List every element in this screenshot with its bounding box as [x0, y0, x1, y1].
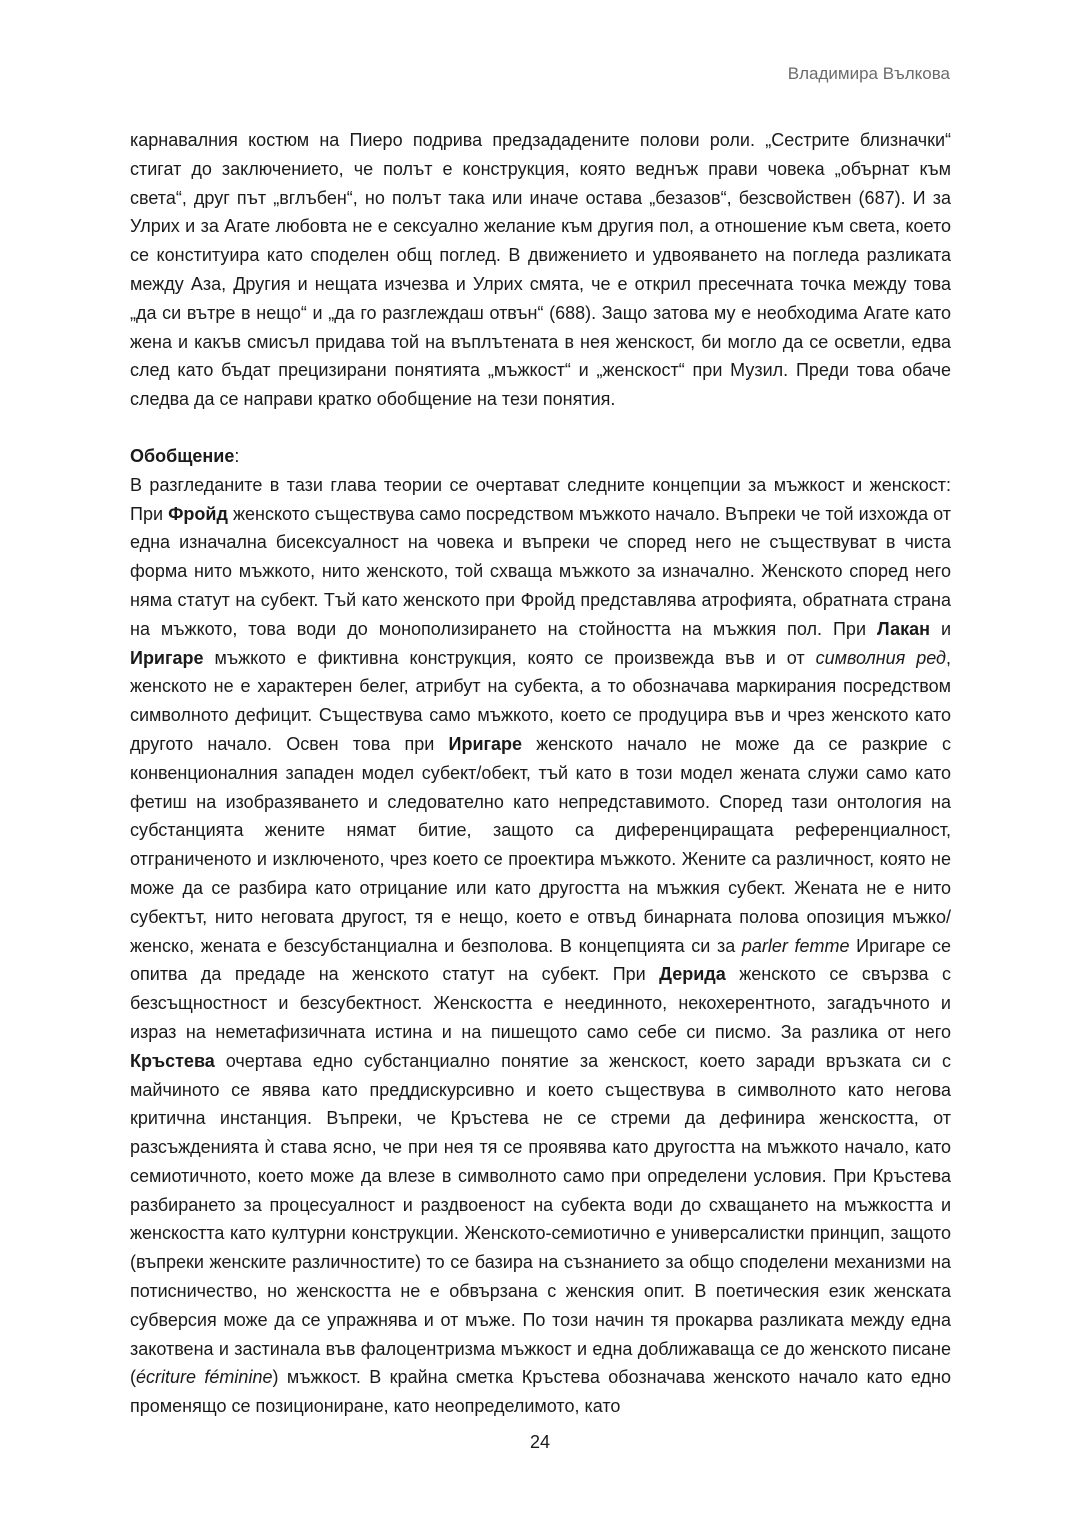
page-number: 24 — [529, 1432, 551, 1452]
bold-name-irigaray: Иригаре — [130, 647, 204, 668]
bold-name-kristeva: Кръстева — [130, 1050, 215, 1071]
text-run: и — [929, 618, 951, 639]
text-run: , женското не е характерен белег, атрибут на субекта, а то обозначава маркирания посредством символното дефицит. Съществува само мъжкото, което се продуцира във и чрез женското като другото начало. Освен това при — [130, 647, 951, 754]
italic-term-ecriture-feminine: écriture féminine — [136, 1367, 273, 1388]
page-body — [130, 126, 951, 1421]
bold-name-lacan: Лакан — [876, 618, 930, 639]
text-run: женското се свързва с безсъщностност и безсубектност. Женскостта е неединното, некохерентното, загадъчното и израз на неметафизичната истина и на пишещото само себе си писмо. За разлика от него — [130, 964, 951, 1042]
paragraph-continuation: карнавалния костюм на Пиеро подрива предзададените полови роли. „Сестрите близначки“ стигат до заключението, че полът е конструкция, която веднъж прави човека „обърнат към света“, друг път „вглъбен“, но полът така или иначе остава „безазов“, безсвойствен (687). И за Улрих и за Агате любовта не е сексуално желание към другия пол, а отношение към света, което се конституира като споделен общ поглед. В движението и удвояването на погледа разликата между Аза, Другия и нещата изчезва и Улрих смята, че е открил пресечната точка между това „да си вътре в нещо“ и „да го разглеждаш отвън“ (688). Защо затова му е необходима Агате като жена и какъв смисъл придава той на въплътената в нея женскост, би могло да се осветли, едва след като бъдат прецизирани понятията „мъжкост“ и „женскост“ при Музил. Преди това обаче следва да се направи кратко обобщение на тези понятия. — [130, 130, 951, 410]
bold-name-freud: Фройд — [168, 503, 228, 524]
section-heading-colon: : — [234, 445, 240, 466]
italic-term-parler-femme: parler femme — [741, 935, 850, 956]
text-run: женското начало не може да се разкрие с конвенционалния западен модел субект/обект, тъй като в този модел жената служи само като фетиш на изобразяването и следователно като непредставимото. Според тази онтология на субстанцията жените нямат битие, защото са диференциращата референциалност, отграниченото и изключеното, чрез което се проектира мъжкото. Жените са различност, която не може да се разбира като отрицание или като другостта на мъжкия субект. Жената не е нито субектът, нито неговата другост, тя е нещо, което е отвъд бинарната полова опозиция мъжко/женско, жената е безсубстанциална и безполова. В концепцията си за — [130, 733, 951, 956]
running-header-author: Владимира Вълкова — [787, 64, 950, 83]
text-run: очертава едно субстанциално понятие за женскост, което заради връзката си с майчиното се явява като преддискурсивно и което съществува в символното като негова критична инстанция. Въпреки, че Кръстева не се стреми да дефинира женскостта, от разсъжденията ѝ става ясно, че при нея тя се проявява като другостта на мъжкото начало, като семиотичното, което може да влезе в символното само при определени условия. При Кръстева разбирането за процесуалност и раздвоеност на субекта води до схващането на мъжкостта и женскостта като културни конструкции. Женското-семиотично е универсалистки принцип, защото (въпреки женските различностите) то се базира на съзнанието за общо споделени механизми на потисничество, но женскостта не е обвързана с женския опит. В поетическия език женската субверсия може да се упражнява и от мъже. По този начин тя прокарва разликата между една закотвена и застинала във фалоцентризма мъжкост и една доближаваща се до женското писане ( — [130, 1050, 951, 1388]
italic-term-symbolic-order: символния ред — [815, 647, 946, 668]
section-heading — [130, 442, 951, 471]
section-heading-text: Обобщение — [130, 445, 235, 466]
text-run: Иригаре се опитва да предаде на женското статут на субект. При — [130, 935, 952, 985]
text-run: мъжкото е фиктивна конструкция, която се произвежда във и от — [203, 647, 816, 668]
bold-name-irigaray-2: Иригаре — [448, 733, 523, 754]
text-run: женското съществува само посредством мъжкото начало. Въпреки че той изхожда от една изначална бисексуалност на човека и въпреки че според него не съществуват в чиста форма нито мъжкото, нито женското, той схваща мъжкото за изначално. Женското според него няма статут на субект. Тъй като женското при Фройд представлява атрофията, обратната страна на мъжкото, това води до монополизирането на стойността на мъжкия пол. При — [130, 503, 951, 639]
summary-paragraph — [130, 471, 951, 1421]
text-run: В разгледаните в тази глава теории се очертават следните концепции за мъжкост и женскост: При — [130, 474, 951, 524]
text-run: ) мъжкост. В крайна сметка Кръстева обозначава женското начало като едно променящо се позициониране, като неопределимото, като — [130, 1367, 951, 1417]
bold-name-derrida: Дерида — [659, 964, 726, 985]
